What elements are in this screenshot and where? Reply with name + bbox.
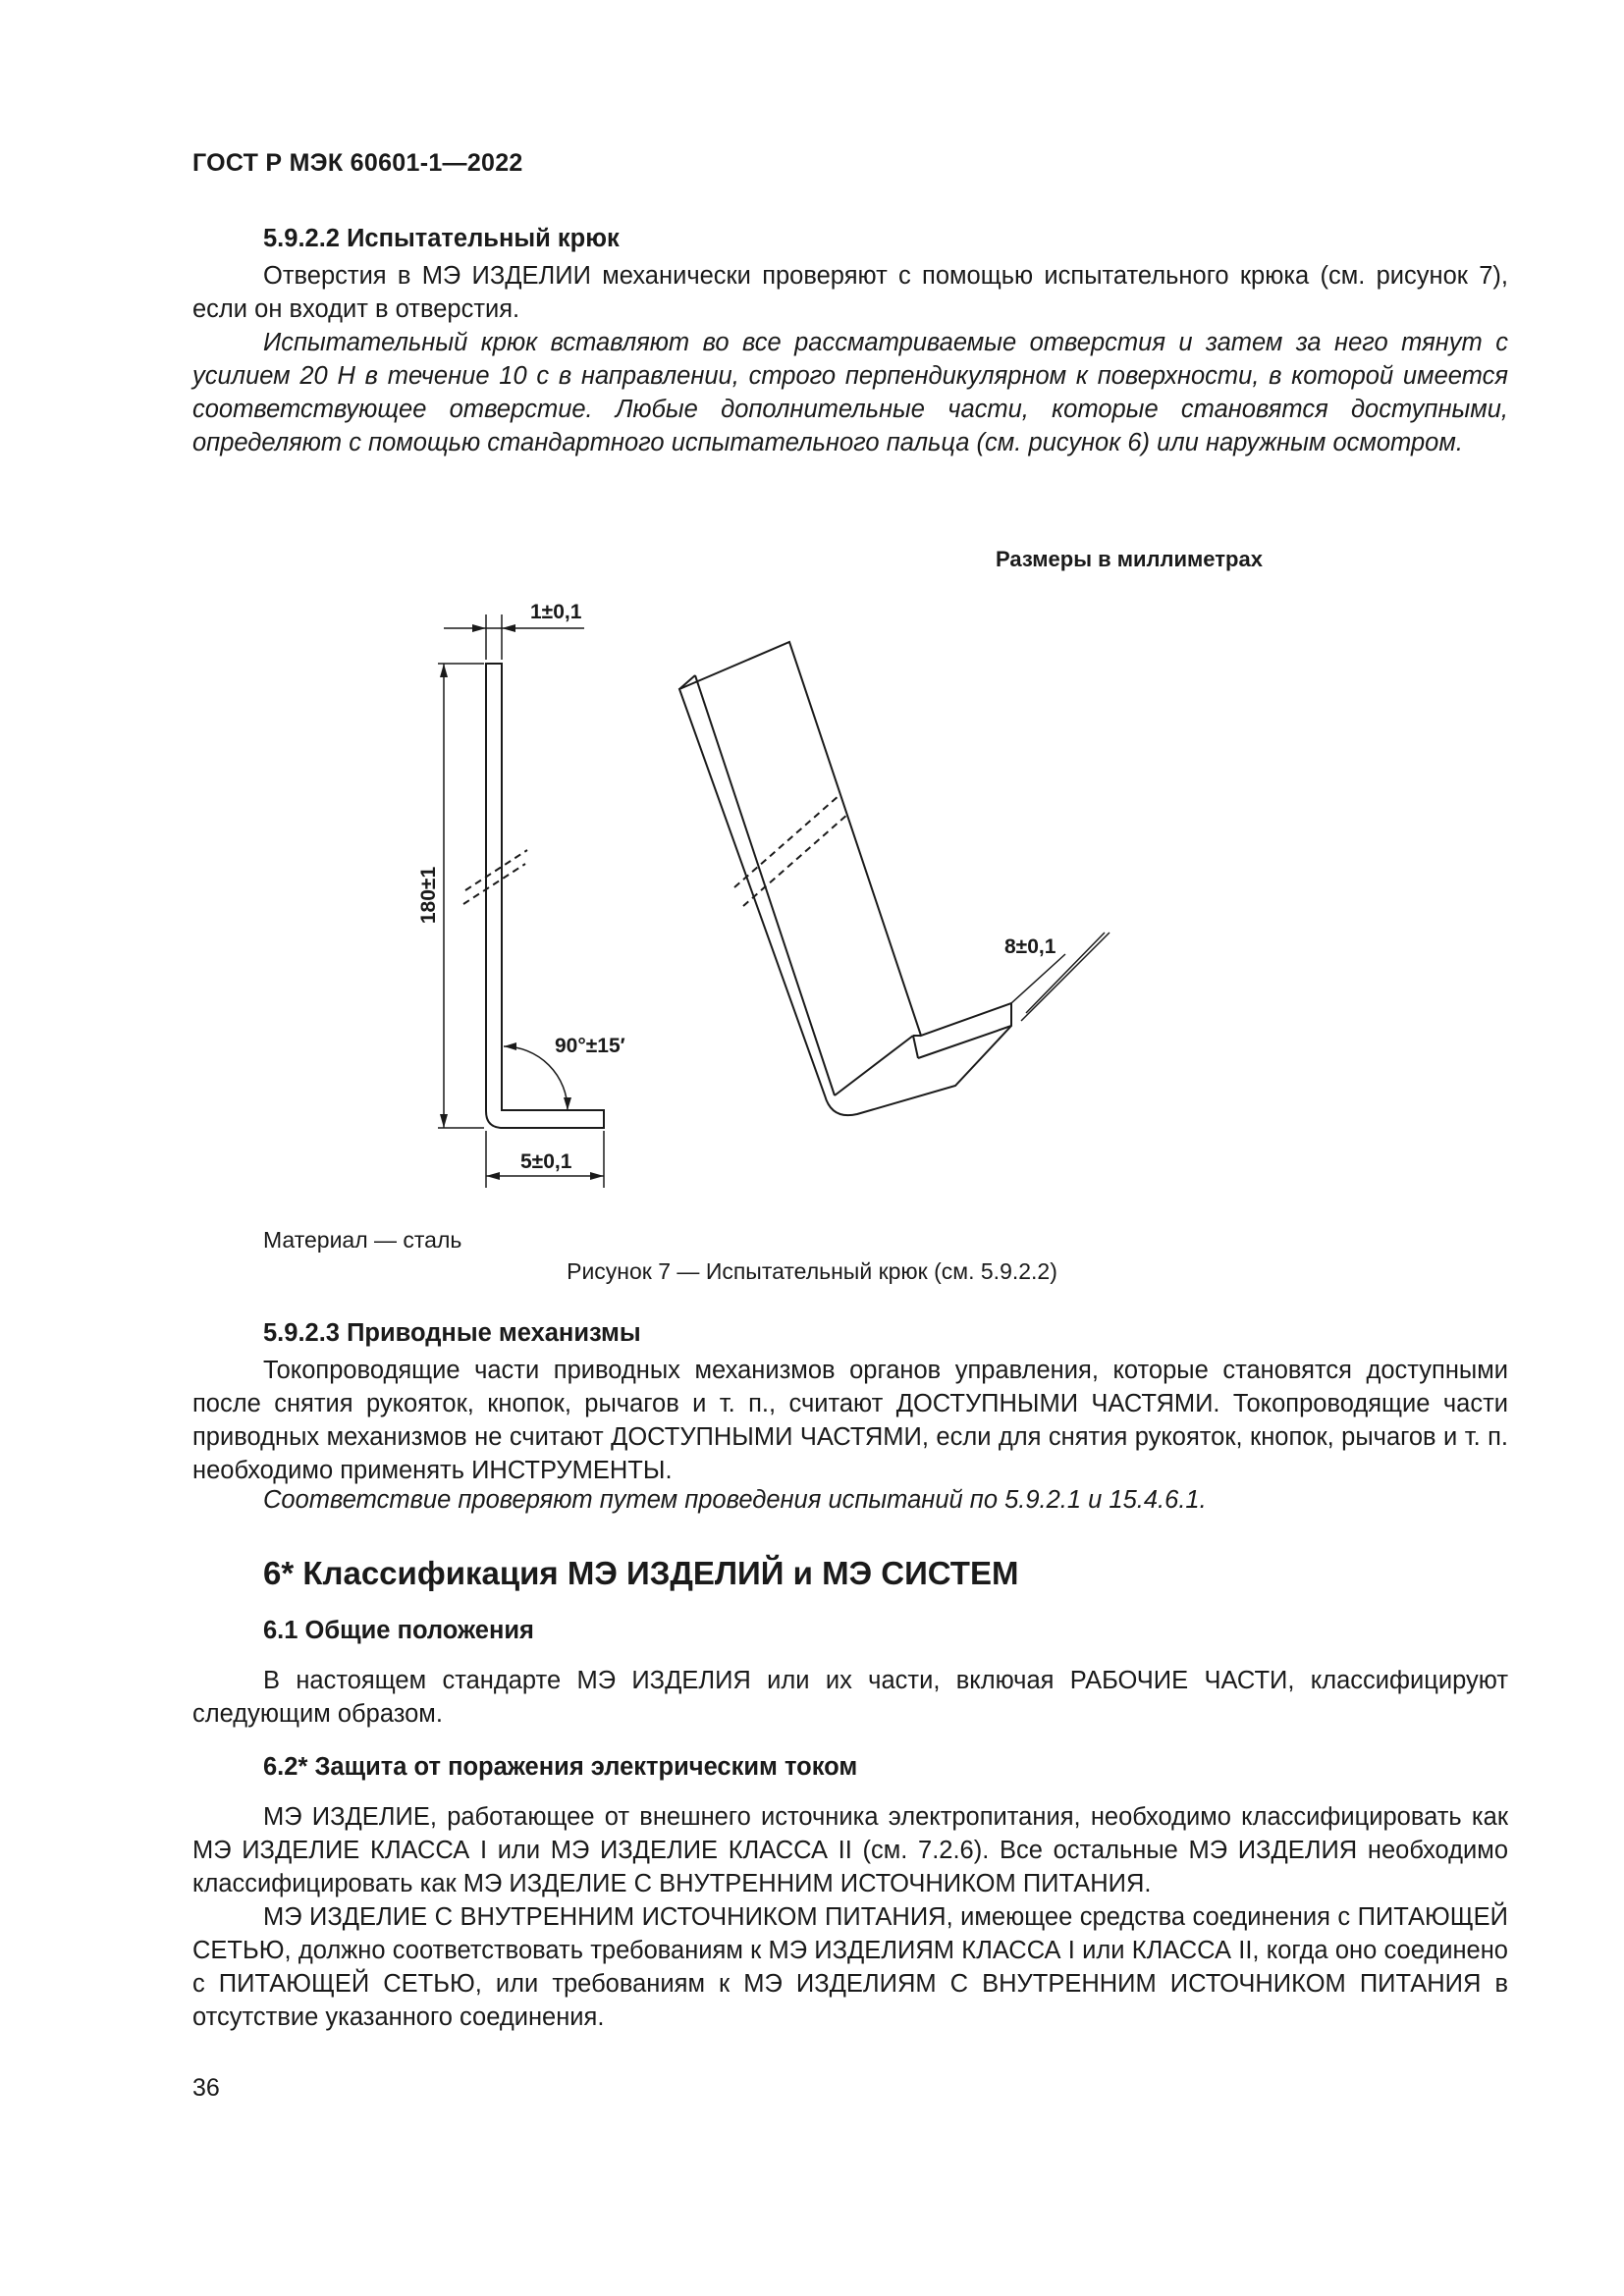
hook-iso-outline	[679, 642, 1011, 1115]
heading-5-9-2-3: 5.9.2.3 Приводные механизмы	[263, 1319, 641, 1347]
dim-foot-label: 5±0,1	[520, 1150, 572, 1173]
paragraph-5-9-2-3-2: Соответствие проверяют путем проведения испытаний по 5.9.2.1 и 15.4.6.1.	[263, 1486, 1207, 1514]
heading-6-2: 6.2* Защита от поражения электрическим током	[263, 1753, 858, 1781]
paragraph-6-1-1: В настоящем стандарте МЭ ИЗДЕЛИЯ или их части, включая РАБОЧИЕ ЧАСТИ, классифицируют следующим образом.	[192, 1667, 1508, 1728]
paragraph-6-2-2: МЭ ИЗДЕЛИЕ С ВНУТРЕННИМ ИСТОЧНИКОМ ПИТАНИЯ, имеющее средства соединения с ПИТАЮЩЕЙ СЕТЬЮ, должно соответствовать требованиям к МЭ ИЗДЕЛИЯМ КЛАССА I или КЛАССА II, когда оно соединено с ПИТАЮЩЕЙ СЕТЬЮ, или требованиям к МЭ ИЗДЕЛИЯМ С ВНУТРЕННИМ ИСТОЧНИКОМ ПИТАНИЯ в отсутствие указанного соединения.	[192, 1903, 1508, 2031]
figure-caption: Рисунок 7 — Испытательный крюк (см. 5.9.2.2)	[567, 1258, 1057, 1284]
dim-length-label: 180±1	[417, 866, 440, 925]
break-mark	[465, 850, 527, 890]
dim-angle-label: 90°±15′	[555, 1035, 625, 1057]
dim-width-label: 8±0,1	[1004, 935, 1056, 958]
document-header: ГОСТ Р МЭК 60601-1—2022	[192, 149, 523, 177]
paragraph-5-9-2-3-1: Токопроводящие части приводных механизмов органов управления, которые становятся доступными после снятия рукояток, кнопок, рычагов и т. п., считают ДОСТУПНЫМИ ЧАСТЯМИ. Токопроводящие части приводных механизмов не считают ДОСТУПНЫМИ ЧАСТЯМИ, если для снятия рукояток, кнопок, рычагов и т. п. необходимо применять ИНСТРУМЕНТЫ.	[192, 1357, 1508, 1484]
hook-side-outline	[486, 664, 604, 1128]
dim-thickness-label: 1±0,1	[530, 601, 582, 623]
break-mark	[743, 814, 848, 906]
units-note: Размеры в миллиметрах	[996, 547, 1263, 571]
paragraph-5-9-2-2-2: Испытательный крюк вставляют во все рассматриваемые отверстия и затем за него тянут с усилием 20 Н в течение 10 с в направлении, строго перпендикулярном к поверхности, в которой имеется соответствующее отверстие. Любые дополнительные части, которые становятся доступными, определяют с помощью стандартного испытательного пальца (см. рисунок 6) или наружным осмотром.	[192, 329, 1508, 456]
paragraph-5-9-2-2-1: Отверстия в МЭ ИЗДЕЛИИ механически проверяют с помощью испытательного крюка (см. рисунок 7), если он входит в отверстия.	[192, 262, 1508, 323]
page-number: 36	[192, 2074, 220, 2102]
heading-6-1: 6.1 Общие положения	[263, 1617, 534, 1644]
section-6-title: 6* Классификация МЭ ИЗДЕЛИЙ и МЭ СИСТЕМ	[263, 1555, 1019, 1591]
heading-5-9-2-2: 5.9.2.2 Испытательный крюк	[263, 225, 620, 252]
break-mark	[463, 864, 525, 904]
paragraph-6-2-1: МЭ ИЗДЕЛИЕ, работающее от внешнего источника электропитания, необходимо классифицировать как МЭ ИЗДЕЛИЕ КЛАССА I или МЭ ИЗДЕЛИЕ КЛАССА II (см. 7.2.6). Все остальные МЭ ИЗДЕЛИЯ необходимо классифицировать как МЭ ИЗДЕЛИЕ С ВНУТРЕННИМ ИСТОЧНИКОМ ПИТАНИЯ.	[192, 1803, 1508, 1897]
figure-material-note: Материал — сталь	[263, 1227, 462, 1253]
